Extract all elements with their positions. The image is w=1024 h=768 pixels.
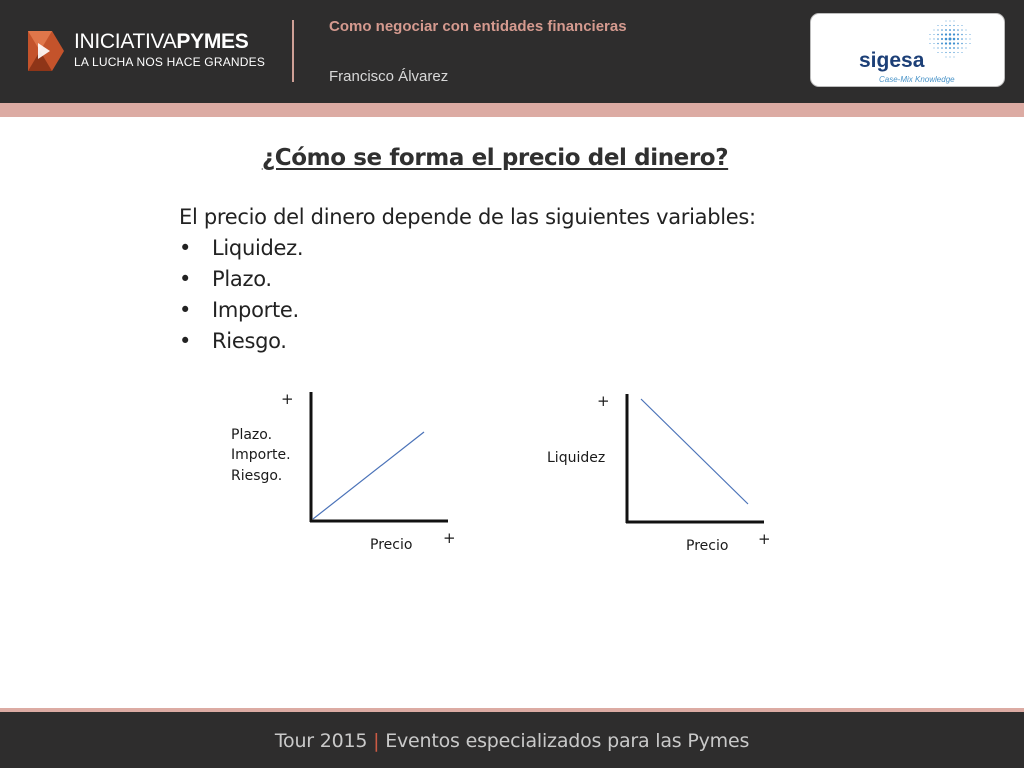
brand-name-bold: PYMES [176,30,249,53]
slide-intro: El precio del dinero depende de las siguientes variables: [179,205,756,229]
brand-tagline: LA LUCHA NOS HACE GRANDES [74,55,266,69]
bullet-icon: • [179,329,192,353]
graph-left-trend-line [313,432,424,519]
footer-bar [0,712,1024,768]
graph-right [626,394,764,523]
graph-left-x-plus: + [443,529,456,547]
bullet-icon: • [179,267,192,291]
list-item-text: Importe. [212,298,299,322]
sponsor-tagline: Case-Mix Knowledge [879,75,955,84]
footer-separator: | [373,730,380,752]
talk-author: Francisco Álvarez [329,68,449,85]
footer-event: Tour 2015 [274,730,368,752]
footer-subtitle: Eventos especializados para las Pymes [385,730,750,752]
bullet-icon: • [179,298,192,322]
slide-title: ¿Cómo se forma el precio del dinero? [261,145,729,171]
list-item-text: Riesgo. [212,329,287,353]
graph-left [310,392,448,522]
graph-left-y-label: Riesgo. [231,468,283,484]
talk-title: Como negociar con entidades financieras [329,18,627,35]
graph-left-y-label: Plazo. [231,427,273,443]
sponsor-name: sigesa [859,49,925,72]
graph-right-x-plus: + [758,530,771,548]
brand-name-light: INICIATIVA [74,30,177,53]
graph-right-x-label: Precio [686,538,729,554]
graph-right-y-plus: + [597,392,610,410]
graph-left-x-label: Precio [370,537,413,553]
list-item-text: Plazo. [212,267,272,291]
bullet-icon: • [179,236,192,260]
list-item-text: Liquidez. [212,236,304,260]
graph-left-y-plus: + [281,390,294,408]
graph-right-trend-line [641,399,748,504]
graph-right-y-label: Liquidez [547,450,606,466]
footer-text [0,729,1024,753]
graph-left-y-label: Importe. [231,447,291,463]
